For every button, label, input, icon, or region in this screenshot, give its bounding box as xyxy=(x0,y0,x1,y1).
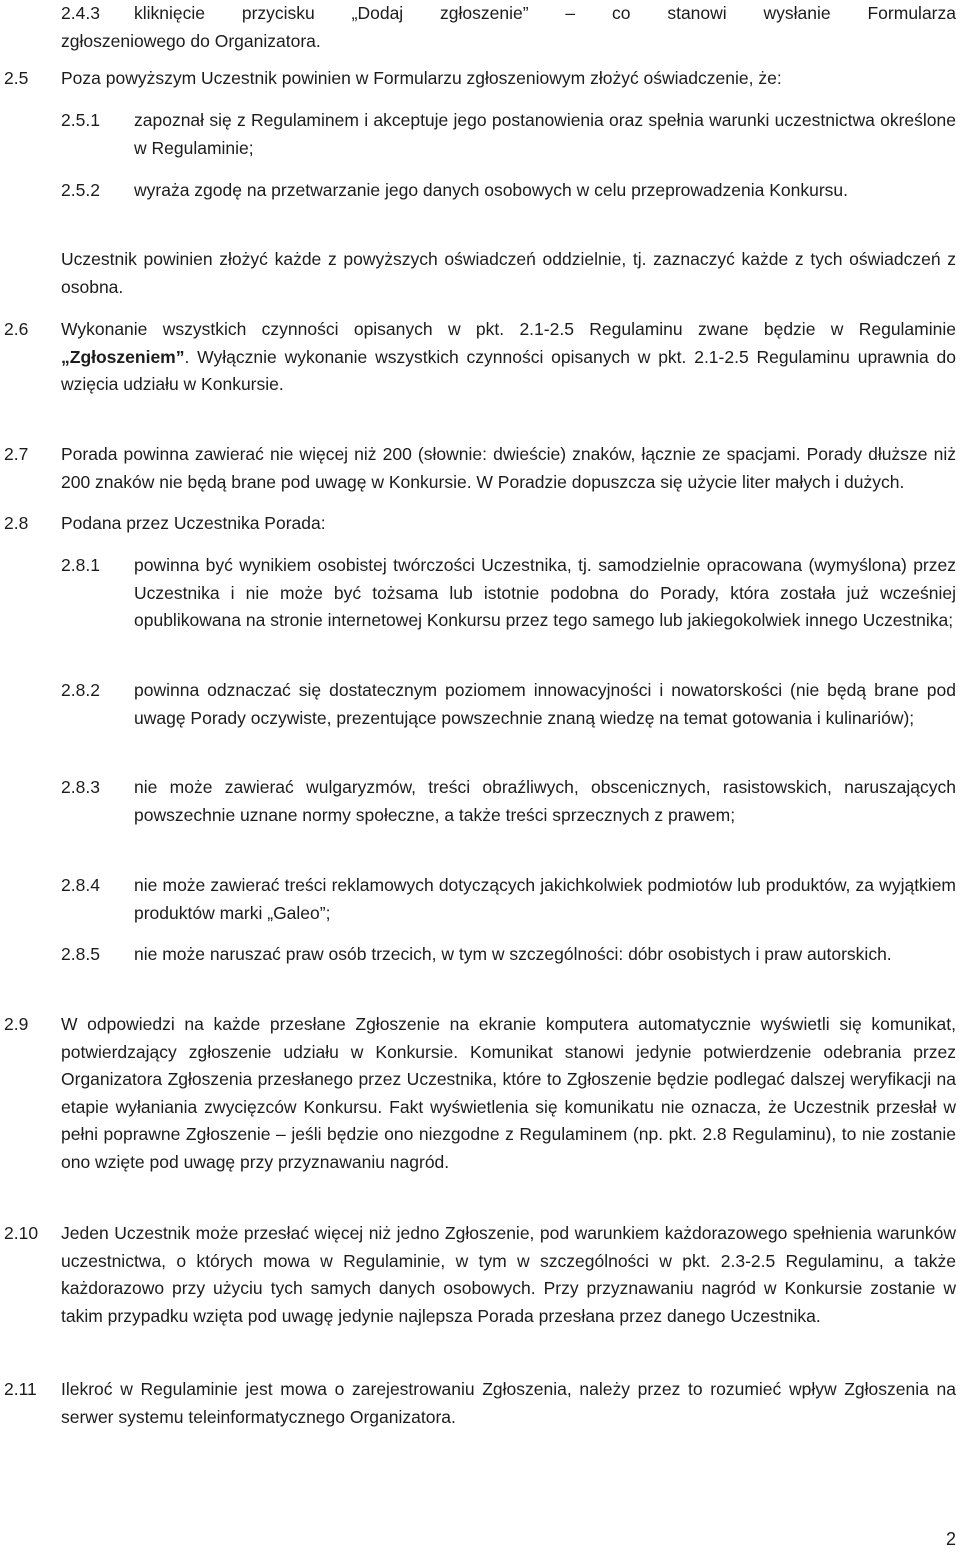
clause-number: 2.8.3 xyxy=(61,777,100,797)
clause-number: 2.11 xyxy=(4,1379,37,1399)
clause-text-part: Wykonanie wszystkich czynności opisanych w pkt. 2.1-2.5 Regulaminu zwane będzie w Regulaminie xyxy=(61,319,956,339)
clause-text xyxy=(61,316,956,399)
clause-number: 2.5.2 xyxy=(61,180,100,200)
clause-text: powinna być wynikiem osobistej twórczości Uczestnika, tj. samodzielnie opracowana (wymyślona) przez Uczestnika i nie może być tożsama lub istotnie podobna do Porady, która została już wcześniej opublikowana na stronie internetowej Konkursu przez tego samego lub jakiegokolwiek innego Uczestnika; xyxy=(134,555,956,630)
clause-number: 2.8.5 xyxy=(61,944,100,964)
clause-number: 2.6 xyxy=(4,319,29,339)
clause-text: Podana przez Uczestnika Porada: xyxy=(61,513,326,533)
defined-term: „Zgłoszeniem” xyxy=(61,346,185,367)
clause-text: Ilekroć w Regulaminie jest mowa o zarejestrowaniu Zgłoszenia, należy przez to rozumieć wpływ Zgłoszenia na serwer systemu teleinformatycznego Organizatora. xyxy=(61,1379,956,1427)
clause-number: 2.10 xyxy=(4,1223,39,1243)
clause-number: 2.9 xyxy=(4,1014,29,1034)
clause-text: wyraża zgodę na przetwarzanie jego danych osobowych w celu przeprowadzenia Konkursu. xyxy=(134,180,849,200)
clause-text: Porada powinna zawierać nie więcej niż 200 (słownie: dwieście) znaków, łącznie ze spacjami. Porady dłuższe niż 200 znaków nie będą brane pod uwagę w Konkursie. W Poradzie dopuszcza się użycie liter małych i dużych. xyxy=(61,444,956,492)
clause-number: 2.4.3 xyxy=(61,3,100,23)
clause-number: 2.8.2 xyxy=(61,680,100,700)
clause-number: 2.5.1 xyxy=(61,110,100,130)
clause-text: Jeden Uczestnik może przesłać więcej niż jedno Zgłoszenie, pod warunkiem każdorazowego spełnienia warunków uczestnictwa, o których mowa w Regulaminie, w tym w szczególności w pkt. 2.3-2.5 Regulaminu, a także każdorazowo przy użyciu tych samych danych osobowych. Przy przyznawaniu nagród w Konkursie zostanie w takim przypadku wzięta pod uwagę jedynie najlepsza Porada przesłana przez danego Uczestnika. xyxy=(61,1223,956,1326)
clause-text xyxy=(134,0,956,28)
clause-text: Poza powyższym Uczestnik powinien w Formularzu zgłoszeniowym złożyć oświadczenie, że: xyxy=(61,68,782,88)
note-text: Uczestnik powinien złożyć każde z powyższych oświadczeń oddzielnie, tj. zaznaczyć każde z tych oświadczeń z osobna. xyxy=(61,249,956,297)
clause-text: powinna odznaczać się dostatecznym poziomem innowacyjności i nowatorskości (nie będą brane pod uwagę Porady oczywiste, prezentujące powszechnie znaną wiedzę na temat gotowania i kulinariów); xyxy=(134,680,956,728)
clause-line: kliknięcie przycisku „Dodaj zgłoszenie” – co stanowi wysłanie Formularza xyxy=(134,3,956,23)
clause-number: 2.5 xyxy=(4,68,29,88)
page-number: 2 xyxy=(945,1529,956,1549)
clause-number: 2.7 xyxy=(4,444,29,464)
clause-text-part: . Wyłącznie wykonanie wszystkich czynności opisanych w pkt. 2.1-2.5 Regulaminu uprawnia do wzięcia udziału w Konkursie. xyxy=(61,346,956,394)
clause-number: 2.8.1 xyxy=(61,555,100,575)
clause-number: 2.8 xyxy=(4,513,29,533)
clause-line: zgłoszeniowego do Organizatora. xyxy=(61,31,321,51)
clause-text: zapoznał się z Regulaminem i akceptuje jego postanowienia oraz spełnia warunki uczestnictwa określone w Regulaminie; xyxy=(134,110,956,158)
clause-text: nie może naruszać praw osób trzecich, w tym w szczególności: dóbr osobistych i praw autorskich. xyxy=(134,944,892,964)
clause-text: W odpowiedzi na każde przesłane Zgłoszenie na ekranie komputera automatycznie wyświetli się komunikat, potwierdzający zgłoszenie udziału w Konkursie. Komunikat stanowi jedynie potwierdzenie odebrania przez Organizatora Zgłoszenia przesłanego przez Uczestnika, które to Zgłoszenie będzie podlegać dalszej weryfikacji na etapie wyłaniania zwycięzców Konkursu. Fakt wyświetlenia się komunikatu nie oznacza, że Uczestnik przesłał w pełni poprawne Zgłoszenie – jeśli będzie ono niezgodne z Regulaminem (np. pkt. 2.8 Regulaminu), to nie zostanie ono wzięte pod uwagę przy przyznawaniu nagród. xyxy=(61,1014,956,1172)
clause-text: nie może zawierać treści reklamowych dotyczących jakichkolwiek podmiotów lub produktów, za wyjątkiem produktów marki „Galeo”; xyxy=(134,875,956,923)
clause-text: nie może zawierać wulgaryzmów, treści obraźliwych, obscenicznych, rasistowskich, naruszających powszechnie uznane normy społeczne, a także treści sprzecznych z prawem; xyxy=(134,777,956,825)
clause-number: 2.8.4 xyxy=(61,875,100,895)
